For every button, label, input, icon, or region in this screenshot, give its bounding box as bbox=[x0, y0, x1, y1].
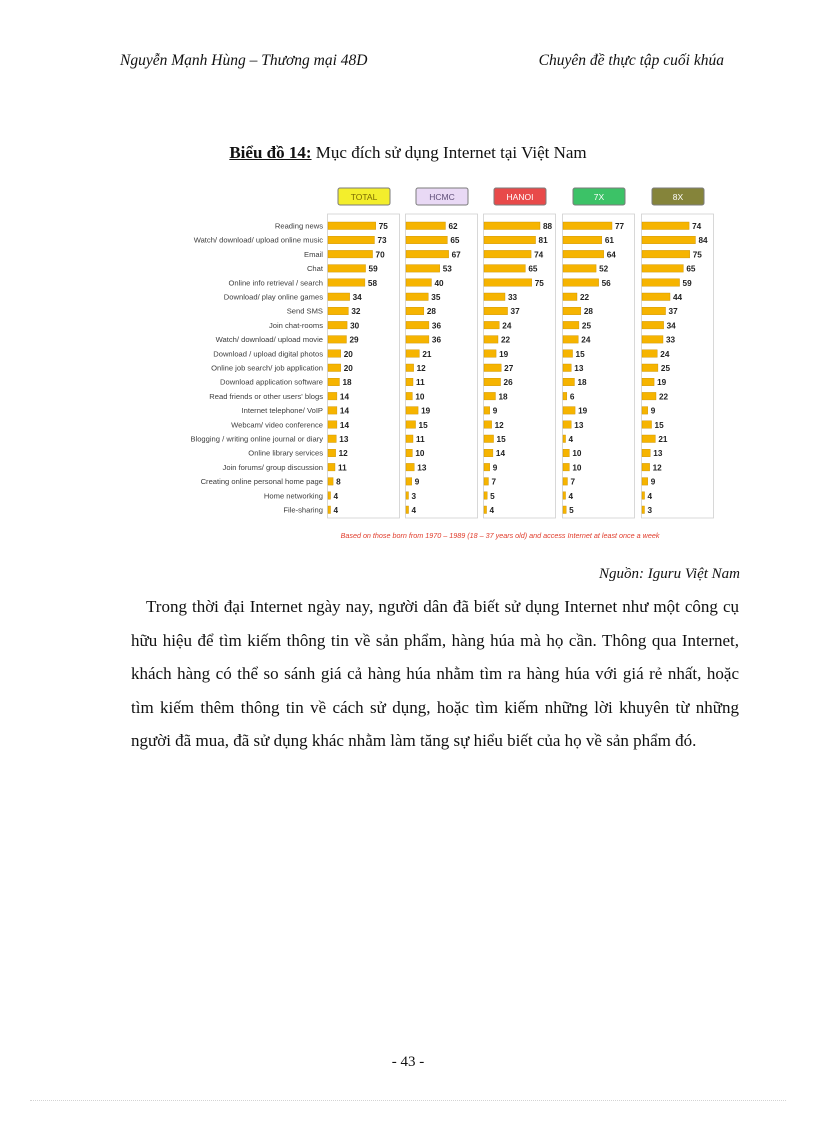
bar-value-label: 81 bbox=[538, 236, 548, 246]
category-label: Online job search/ job application bbox=[211, 363, 323, 373]
bar-value-label: 40 bbox=[434, 278, 444, 288]
bar-value-label: 36 bbox=[431, 321, 442, 331]
bar bbox=[406, 350, 419, 358]
category-label: Internet telephone/ VoIP bbox=[241, 406, 323, 416]
bar-value-label: 10 bbox=[415, 449, 425, 459]
bar bbox=[484, 506, 487, 514]
bar bbox=[563, 392, 567, 400]
bar-value-label: 74 bbox=[692, 222, 702, 231]
bar-value-label: 67 bbox=[451, 250, 461, 260]
bar bbox=[406, 250, 449, 258]
bar-value-label: 59 bbox=[368, 264, 378, 274]
bar bbox=[563, 279, 599, 287]
bar-value-label: 7 bbox=[570, 477, 576, 487]
bar-value-label: 5 bbox=[569, 506, 574, 515]
bar-value-label: 33 bbox=[666, 335, 676, 345]
bar-value-label: 24 bbox=[581, 335, 591, 345]
bar-value-label: 11 bbox=[338, 463, 347, 473]
bar-value-label: 10 bbox=[415, 392, 425, 402]
category-label: Download/ play online games bbox=[223, 292, 323, 302]
bar bbox=[328, 222, 376, 230]
source-note: Nguồn: Iguru Việt Nam bbox=[599, 566, 740, 582]
bar bbox=[563, 478, 567, 486]
category-label: Chat bbox=[306, 264, 323, 274]
bar-value-label: 4 bbox=[411, 506, 417, 515]
bar-chart bbox=[150, 178, 738, 550]
bar bbox=[484, 279, 532, 287]
bar bbox=[328, 407, 337, 415]
bar bbox=[484, 350, 496, 358]
bar-value-label: 9 bbox=[650, 477, 656, 487]
bar-value-label: 9 bbox=[492, 463, 498, 473]
bar-value-label: 14 bbox=[339, 392, 350, 402]
bar-value-label: 24 bbox=[660, 349, 670, 359]
bar bbox=[484, 250, 531, 258]
bar-value-label: 15 bbox=[654, 420, 664, 430]
bar-value-label: 65 bbox=[686, 264, 696, 274]
bar bbox=[406, 492, 409, 500]
bar-value-label: 75 bbox=[534, 278, 544, 288]
bar bbox=[563, 250, 604, 258]
bar-value-label: 9 bbox=[414, 477, 420, 487]
bar-value-label: 56 bbox=[601, 278, 611, 288]
bar-value-label: 12 bbox=[494, 420, 504, 430]
bar bbox=[328, 250, 373, 258]
category-label: Webcam/ video conference bbox=[231, 420, 323, 430]
bar bbox=[406, 435, 413, 443]
bar-value-label: 30 bbox=[350, 321, 360, 331]
category-label: Download application software bbox=[220, 377, 323, 387]
bar-value-label: 7 bbox=[491, 477, 497, 487]
bar bbox=[406, 307, 424, 315]
bar bbox=[484, 492, 487, 500]
bar bbox=[406, 378, 413, 386]
category-label: Send SMS bbox=[286, 306, 323, 316]
bar bbox=[484, 407, 490, 415]
bar bbox=[406, 407, 418, 415]
bar-value-label: 26 bbox=[503, 378, 513, 388]
bar bbox=[642, 435, 655, 443]
bar-value-label: 75 bbox=[378, 222, 388, 231]
bar-value-label: 8 bbox=[336, 477, 341, 487]
bar bbox=[328, 265, 366, 273]
bar bbox=[642, 378, 654, 386]
bar bbox=[484, 421, 492, 429]
bar-value-label: 59 bbox=[682, 278, 692, 288]
bar bbox=[642, 407, 648, 415]
bar-value-label: 21 bbox=[658, 435, 668, 444]
bar bbox=[328, 279, 365, 287]
bar-value-label: 13 bbox=[339, 435, 349, 444]
category-label: Watch/ download/ upload online music bbox=[193, 235, 323, 245]
bar-value-label: 29 bbox=[349, 335, 359, 345]
figure-caption: Mục đích sử dụng Internet tại Việt Nam bbox=[315, 143, 587, 162]
bar bbox=[484, 364, 501, 372]
bar-value-label: 15 bbox=[418, 420, 428, 430]
bar-value-label: 13 bbox=[574, 420, 584, 430]
bar bbox=[328, 392, 337, 400]
bar-value-label: 15 bbox=[496, 435, 506, 444]
bar-value-label: 28 bbox=[583, 307, 593, 317]
bar-value-label: 22 bbox=[501, 335, 511, 345]
bar-value-label: 61 bbox=[604, 236, 614, 246]
bar bbox=[328, 336, 346, 344]
header-topic: Chuyên đề thực tập cuối khúa bbox=[538, 52, 724, 69]
bar bbox=[563, 265, 596, 273]
bar bbox=[328, 307, 348, 315]
bar-value-label: 37 bbox=[510, 307, 520, 317]
bar bbox=[563, 378, 574, 386]
bar-value-label: 62 bbox=[448, 222, 458, 231]
bar-value-label: 11 bbox=[416, 378, 425, 388]
bar-value-label: 4 bbox=[333, 506, 339, 515]
bar bbox=[642, 293, 670, 301]
bar bbox=[406, 506, 409, 514]
bar bbox=[563, 506, 566, 514]
bar bbox=[563, 321, 579, 329]
bar bbox=[328, 321, 347, 329]
bar-value-label: 34 bbox=[352, 293, 362, 302]
bar bbox=[642, 392, 656, 400]
bar bbox=[563, 350, 573, 358]
bar-value-label: 34 bbox=[666, 321, 676, 331]
bar-value-label: 20 bbox=[343, 349, 353, 359]
bar bbox=[642, 449, 650, 457]
bar-value-label: 9 bbox=[492, 406, 498, 416]
bar bbox=[642, 265, 683, 273]
bar bbox=[484, 449, 493, 457]
bar-value-label: 18 bbox=[342, 378, 352, 388]
chart-footnote: Based on those born from 1970 – 1989 (18 – 37 years old) and access Internet at least once a week bbox=[340, 531, 660, 540]
bar bbox=[328, 492, 331, 500]
bar bbox=[328, 421, 337, 429]
bar-value-label: 13 bbox=[417, 463, 427, 473]
bar bbox=[642, 506, 645, 514]
bar-value-label: 14 bbox=[495, 449, 506, 459]
bar bbox=[484, 378, 501, 386]
bar-value-label: 4 bbox=[568, 491, 574, 501]
bar bbox=[563, 421, 571, 429]
bar bbox=[563, 492, 566, 500]
bar bbox=[484, 293, 505, 301]
category-label: Download / upload digital photos bbox=[213, 349, 323, 359]
bar-value-label: 22 bbox=[580, 293, 590, 302]
bar bbox=[328, 364, 341, 372]
bar-value-label: 14 bbox=[339, 420, 350, 430]
bar bbox=[642, 222, 689, 230]
bar bbox=[563, 222, 612, 230]
bar bbox=[484, 392, 495, 400]
panel-header-label: TOTAL bbox=[350, 192, 378, 202]
bar-value-label: 27 bbox=[504, 364, 514, 373]
bar-value-label: 10 bbox=[572, 463, 582, 473]
bar bbox=[642, 279, 680, 287]
category-label: Reading news bbox=[274, 221, 323, 231]
bar bbox=[642, 492, 645, 500]
bar-value-label: 9 bbox=[650, 406, 656, 416]
bar bbox=[642, 350, 657, 358]
bar-value-label: 21 bbox=[422, 349, 432, 359]
bar-value-label: 65 bbox=[450, 236, 460, 246]
bar-value-label: 12 bbox=[338, 449, 348, 459]
bar-value-label: 4 bbox=[333, 491, 339, 501]
bar-value-label: 10 bbox=[572, 449, 582, 459]
bar bbox=[328, 236, 374, 244]
bar bbox=[328, 449, 336, 457]
bar bbox=[642, 421, 652, 429]
bar bbox=[406, 236, 447, 244]
bar-value-label: 75 bbox=[692, 250, 702, 260]
category-label: Creating online personal home page bbox=[200, 477, 323, 487]
bar bbox=[406, 321, 429, 329]
bar bbox=[484, 463, 490, 471]
panel-header-label: HANOI bbox=[506, 192, 534, 202]
bar bbox=[484, 307, 508, 315]
panel-header-label: HCMC bbox=[429, 192, 455, 202]
figure-label: Biểu đồ 14: bbox=[229, 143, 312, 162]
bar-value-label: 19 bbox=[578, 406, 588, 416]
bar-value-label: 5 bbox=[490, 491, 495, 501]
bar-value-label: 28 bbox=[426, 307, 436, 317]
bar-value-label: 11 bbox=[416, 435, 425, 444]
bar bbox=[484, 478, 488, 486]
category-label: Online info retrieval / search bbox=[228, 278, 323, 288]
bar-value-label: 35 bbox=[431, 293, 441, 302]
bar bbox=[328, 378, 339, 386]
bar bbox=[328, 478, 333, 486]
bar-value-label: 4 bbox=[568, 435, 574, 444]
body-paragraph: Trong thời đại Internet ngày nay, người dân đã biết sử dụng Internet như một công cụ hữu hiệu để tìm kiếm thông tin về sản phẩm, hàng húa mà họ cần. Thông qua Internet, khách hàng có thể so sánh giá cả hàng húa nhằm tìm ra hàng húa với giá rẻ nhất, hoặc tìm kiếm thêm thông tin về cách sử dụng, hoặc tìm kiếm những lời khuyên từ những người đã mua, đã sử dụng khác nhằm làm tăng sự hiểu biết của họ về sản phẩm đó. bbox=[131, 597, 739, 751]
category-label: Join chat-rooms bbox=[268, 320, 323, 330]
panel-header-label: 7X bbox=[593, 192, 605, 202]
bar bbox=[563, 236, 602, 244]
bar bbox=[642, 478, 648, 486]
bar-value-label: 70 bbox=[375, 250, 385, 260]
figure-title bbox=[0, 143, 816, 163]
bar-value-label: 74 bbox=[534, 250, 544, 260]
bar bbox=[406, 293, 428, 301]
bar-value-label: 22 bbox=[659, 392, 669, 402]
bar-value-label: 3 bbox=[647, 506, 653, 515]
bar-value-label: 88 bbox=[543, 222, 553, 231]
bar-value-label: 19 bbox=[657, 378, 667, 388]
bar bbox=[328, 293, 350, 301]
bar bbox=[563, 364, 571, 372]
bar bbox=[484, 336, 498, 344]
bar bbox=[642, 321, 664, 329]
bar bbox=[563, 407, 575, 415]
bar bbox=[406, 463, 414, 471]
bar-value-label: 20 bbox=[343, 364, 353, 373]
page-bottom-rule bbox=[30, 1100, 786, 1101]
bar-value-label: 37 bbox=[668, 307, 678, 317]
bar-value-label: 24 bbox=[502, 321, 512, 331]
bar bbox=[642, 236, 695, 244]
bar bbox=[484, 265, 525, 273]
bar-value-label: 36 bbox=[431, 335, 442, 345]
bar bbox=[406, 336, 429, 344]
bar bbox=[406, 364, 414, 372]
header-author: Nguyễn Mạnh Hùng – Thương mại 48D bbox=[120, 52, 368, 69]
bar bbox=[642, 307, 666, 315]
bar bbox=[484, 222, 540, 230]
bar-value-label: 3 bbox=[411, 491, 417, 501]
bar bbox=[484, 236, 536, 244]
bar bbox=[563, 307, 581, 315]
bar-value-label: 65 bbox=[528, 264, 538, 274]
bar bbox=[563, 463, 569, 471]
bar bbox=[642, 364, 658, 372]
bar bbox=[484, 435, 494, 443]
bar bbox=[406, 449, 412, 457]
bar bbox=[642, 336, 663, 344]
bar bbox=[406, 279, 431, 287]
bar-value-label: 15 bbox=[575, 349, 585, 359]
bar-value-label: 25 bbox=[581, 321, 592, 331]
bar bbox=[328, 463, 335, 471]
bar-value-label: 12 bbox=[416, 364, 426, 373]
bar bbox=[328, 506, 331, 514]
bar-value-label: 84 bbox=[698, 236, 708, 246]
bar-value-label: 77 bbox=[615, 222, 625, 231]
bar-value-label: 44 bbox=[673, 293, 683, 302]
bar-value-label: 25 bbox=[660, 364, 671, 373]
bar-value-label: 53 bbox=[442, 264, 452, 274]
bar bbox=[406, 265, 440, 273]
bar-value-label: 4 bbox=[489, 506, 495, 515]
category-label: Join forums/ group discussion bbox=[222, 462, 323, 472]
category-label: Email bbox=[304, 249, 323, 259]
bar bbox=[642, 463, 650, 471]
bar bbox=[328, 350, 341, 358]
bar-value-label: 33 bbox=[508, 293, 518, 302]
bar-value-label: 6 bbox=[569, 392, 575, 402]
bar-value-label: 18 bbox=[577, 378, 587, 388]
bar-value-label: 18 bbox=[498, 392, 508, 402]
category-label: Online library services bbox=[248, 448, 323, 458]
bar bbox=[642, 250, 690, 258]
bar bbox=[406, 478, 412, 486]
category-label: Watch/ download/ upload movie bbox=[215, 335, 323, 345]
bar-value-label: 13 bbox=[653, 449, 663, 459]
bar-value-label: 13 bbox=[574, 364, 584, 373]
bar-value-label: 32 bbox=[351, 307, 361, 317]
bar bbox=[563, 449, 569, 457]
bar-value-label: 64 bbox=[606, 250, 616, 260]
bar-value-label: 19 bbox=[421, 406, 431, 416]
bar-value-label: 73 bbox=[377, 236, 387, 246]
bar bbox=[563, 435, 566, 443]
category-label: File-sharing bbox=[283, 505, 323, 515]
bar-value-label: 52 bbox=[599, 264, 609, 274]
bar bbox=[563, 336, 578, 344]
bar bbox=[328, 435, 336, 443]
bar bbox=[406, 421, 416, 429]
bar-value-label: 12 bbox=[652, 463, 662, 473]
category-label: Home networking bbox=[263, 491, 323, 501]
bar-value-label: 4 bbox=[647, 491, 653, 501]
bar-value-label: 58 bbox=[367, 278, 378, 288]
bar-value-label: 14 bbox=[339, 406, 350, 416]
bar bbox=[406, 392, 412, 400]
category-label: Blogging / writing online journal or diary bbox=[190, 434, 323, 444]
page-number: - 43 - bbox=[391, 1054, 425, 1070]
bar bbox=[484, 321, 499, 329]
bar-value-label: 19 bbox=[499, 349, 509, 359]
category-label: Read friends or other users' blogs bbox=[209, 391, 323, 401]
panel-header-label: 8X bbox=[672, 192, 684, 202]
bar bbox=[406, 222, 445, 230]
bar bbox=[563, 293, 577, 301]
